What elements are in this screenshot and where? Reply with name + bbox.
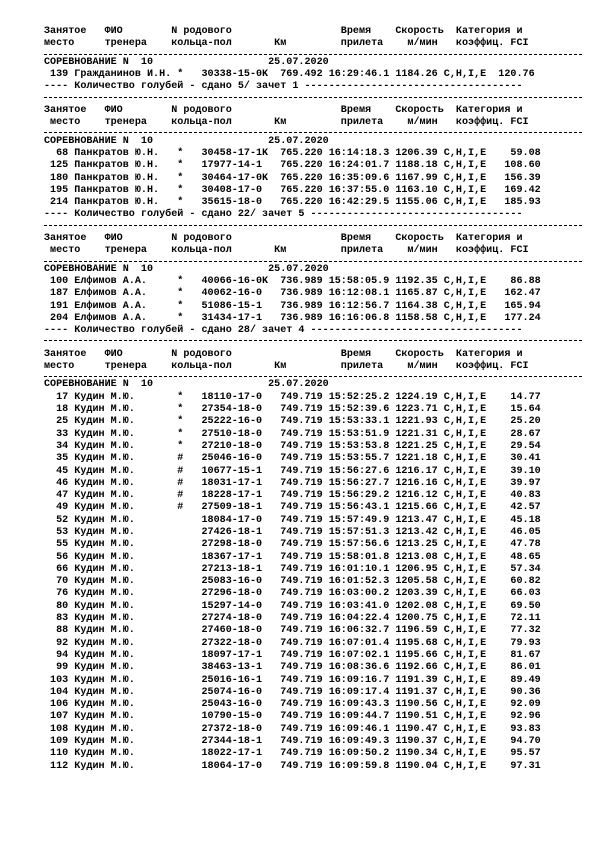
result-row: 83 Кудин М.Ю. 27274-18-0 749.719 16:04:22.4 1200.75 C,H,I,E 72.11	[44, 613, 541, 625]
result-row: 191 Елфимов А.А. * 51086-15-1 736.989 16:12:56.7 1164.38 C,H,I,E 165.94	[44, 300, 541, 312]
result-row: 55 Кудин М.Ю. 27298-18-0 749.719 15:57:56.6 1213.25 C,H,I,E 47.78	[44, 539, 541, 551]
results-document	[44, 26, 584, 773]
table-header-line: Занятое ФИО N родового Время Скорость Категория и	[44, 348, 523, 360]
result-row: 103 Кудин М.Ю. 25016-16-1 749.719 16:09:16.7 1191.39 C,H,I,E 89.49	[44, 674, 541, 686]
result-row: 17 Кудин М.Ю. * 18110-17-0 749.719 15:52:25.2 1224.19 C,H,I,E 14.77	[44, 391, 541, 403]
result-row: 70 Кудин М.Ю. 25083-16-0 749.719 16:01:52.3 1205.58 C,H,I,E 60.82	[44, 576, 541, 588]
result-row: 88 Кудин М.Ю. 27460-18-0 749.719 16:06:32.7 1196.59 C,H,I,E 77.32	[44, 625, 541, 637]
result-row: 33 Кудин М.Ю. * 27510-18-0 749.719 15:53:51.9 1221.31 C,H,I,E 28.67	[44, 428, 541, 440]
result-row: 195 Панкратов Ю.Н. * 30408-17-0 765.220 16:37:55.0 1163.10 C,H,I,E 169.42	[44, 184, 541, 196]
result-row: 94 Кудин М.Ю. 18097-17-1 749.719 16:07:02.1 1195.66 C,H,I,E 81.67	[44, 649, 541, 661]
competition-title: СОРЕВНОВАНИЕ N 10 25.07.2020	[44, 56, 329, 68]
result-row: 66 Кудин М.Ю. 27213-18-1 749.719 16:01:10.1 1206.95 C,H,I,E 57.34	[44, 563, 541, 575]
result-row: 100 Елфимов А.А. * 40066-16-0K 736.989 15:58:05.9 1192.35 C,H,I,E 86.88	[44, 275, 541, 287]
result-row: 34 Кудин М.Ю. * 27210-18-0 749.719 15:53:53.8 1221.25 C,H,I,E 29.54	[44, 440, 541, 452]
result-row: 56 Кудин М.Ю. 18367-17-1 749.719 15:58:01.8 1213.08 C,H,I,E 48.65	[44, 551, 541, 563]
block-summary: ---- Количество голубей - сдано 22/ зачет 5 -----------------------------------	[44, 209, 523, 221]
result-row: 125 Панкратов Ю.Н. * 17977-14-1 765.220 16:24:01.7 1188.18 C,H,I,E 108.60	[44, 160, 541, 172]
result-row: 99 Кудин М.Ю. 38463-13-1 749.719 16:08:36.6 1192.66 C,H,I,E 86.01	[44, 662, 541, 674]
result-row: 187 Елфимов А.А. * 40062-16-0 736.989 16:12:08.1 1165.87 C,H,I,E 162.47	[44, 288, 541, 300]
result-row: 92 Кудин М.Ю. 27322-18-0 749.719 16:07:01.4 1195.68 C,H,I,E 79.93	[44, 637, 541, 649]
result-row: 139 Гражданинов И.Н. * 30338-15-0K 769.492 16:29:46.1 1184.26 C,H,I,E 120.76	[44, 69, 535, 81]
block-summary: ---- Количество голубей - сдано 28/ зачет 4 -----------------------------------	[44, 325, 523, 337]
result-row: 108 Кудин М.Ю. 27372-18-0 749.719 16:09:46.1 1190.47 C,H,I,E 93.83	[44, 723, 541, 735]
divider-line	[44, 258, 584, 264]
result-row: 112 Кудин М.Ю. 18064-17-0 749.719 16:09:59.8 1190.04 C,H,I,E 97.31	[44, 760, 541, 772]
table-header-line: место тренера кольца-пол Км прилета м/мин коэффиц. FCI	[44, 38, 529, 50]
result-row: 107 Кудин М.Ю. 10790-15-0 749.719 16:09:44.7 1190.51 C,H,I,E 92.96	[44, 711, 541, 723]
result-row: 110 Кудин М.Ю. 18022-17-1 749.719 16:09:50.2 1190.34 C,H,I,E 95.57	[44, 748, 541, 760]
result-row: 52 Кудин М.Ю. 18084-17-0 749.719 15:57:49.9 1213.47 C,H,I,E 45.18	[44, 514, 541, 526]
result-row: 35 Кудин М.Ю. # 25046-16-0 749.719 15:53:55.7 1221.18 C,H,I,E 30.41	[44, 453, 541, 465]
divider-line	[44, 94, 584, 100]
result-row: 49 Кудин М.Ю. # 27509-18-1 749.719 15:56:43.1 1215.66 C,H,I,E 42.57	[44, 502, 541, 514]
divider-line	[44, 337, 584, 343]
divider-line	[44, 129, 584, 135]
competition-title: СОРЕВНОВАНИЕ N 10 25.07.2020	[44, 135, 329, 147]
result-row: 80 Кудин М.Ю. 15297-14-0 749.719 16:03:41.0 1202.08 C,H,I,E 69.50	[44, 600, 541, 612]
table-header-line: Занятое ФИО N родового Время Скорость Категория и	[44, 26, 523, 37]
result-row: 46 Кудин М.Ю. # 18031-17-1 749.719 15:56:27.7 1216.16 C,H,I,E 39.97	[44, 477, 541, 489]
result-row: 53 Кудин М.Ю. 27426-18-1 749.719 15:57:51.3 1213.42 C,H,I,E 46.05	[44, 527, 541, 538]
result-row: 18 Кудин М.Ю. * 27354-18-0 749.719 15:52:39.6 1223.71 C,H,I,E 15.64	[44, 404, 541, 416]
divider-line	[44, 222, 584, 228]
block-summary: ---- Количество голубей - сдано 5/ зачет 1 ------------------------------------	[44, 81, 523, 93]
divider-line	[44, 51, 584, 57]
competition-title: СОРЕВНОВАНИЕ N 10 25.07.2020	[44, 263, 329, 275]
result-row: 68 Панкратов Ю.Н. * 30458-17-1K 765.220 16:14:18.3 1206.39 C,H,I,E 59.08	[44, 147, 541, 159]
competition-title: СОРЕВНОВАНИЕ N 10 25.07.2020	[44, 379, 329, 391]
result-row: 214 Панкратов Ю.Н. * 35615-18-0 765.220 16:42:29.5 1155.06 C,H,I,E 185.93	[44, 197, 541, 209]
result-row: 109 Кудин М.Ю. 27344-18-1 749.719 16:09:49.3 1190.37 C,H,I,E 94.70	[44, 736, 541, 748]
result-row: 180 Панкратов Ю.Н. * 30464-17-0K 765.220 16:35:09.6 1167.99 C,H,I,E 156.39	[44, 172, 541, 184]
result-row: 104 Кудин М.Ю. 25074-16-0 749.719 16:09:17.4 1191.37 C,H,I,E 90.36	[44, 686, 541, 698]
result-row: 25 Кудин М.Ю. * 25222-16-0 749.719 15:53:33.1 1221.93 C,H,I,E 25.20	[44, 416, 541, 428]
table-header-line: Занятое ФИО N родового Время Скорость Категория и	[44, 104, 523, 116]
table-header-line: место тренера кольца-пол Км прилета м/мин коэффиц. FCI	[44, 245, 529, 257]
table-header-line: Занятое ФИО N родового Время Скорость Категория и	[44, 232, 523, 244]
result-row: 204 Елфимов А.А. * 31434-17-1 736.989 16:16:06.8 1158.58 C,H,I,E 177.24	[44, 312, 541, 324]
result-row: 76 Кудин М.Ю. 27296-18-0 749.719 16:03:00.2 1203.39 C,H,I,E 66.03	[44, 588, 541, 600]
result-row: 106 Кудин М.Ю. 25043-16-0 749.719 16:09:43.3 1190.56 C,H,I,E 92.09	[44, 699, 541, 711]
table-header-line: место тренера кольца-пол Км прилета м/мин коэффиц. FCI	[44, 360, 529, 372]
result-row: 45 Кудин М.Ю. # 10677-15-1 749.719 15:56:27.6 1216.17 C,H,I,E 39.10	[44, 465, 541, 477]
table-header-line: место тренера кольца-пол Км прилета м/мин коэффиц. FCI	[44, 117, 529, 129]
divider-line	[44, 373, 584, 379]
result-row: 47 Кудин М.Ю. # 18228-17-1 749.719 15:56:29.2 1216.12 C,H,I,E 40.83	[44, 490, 541, 502]
